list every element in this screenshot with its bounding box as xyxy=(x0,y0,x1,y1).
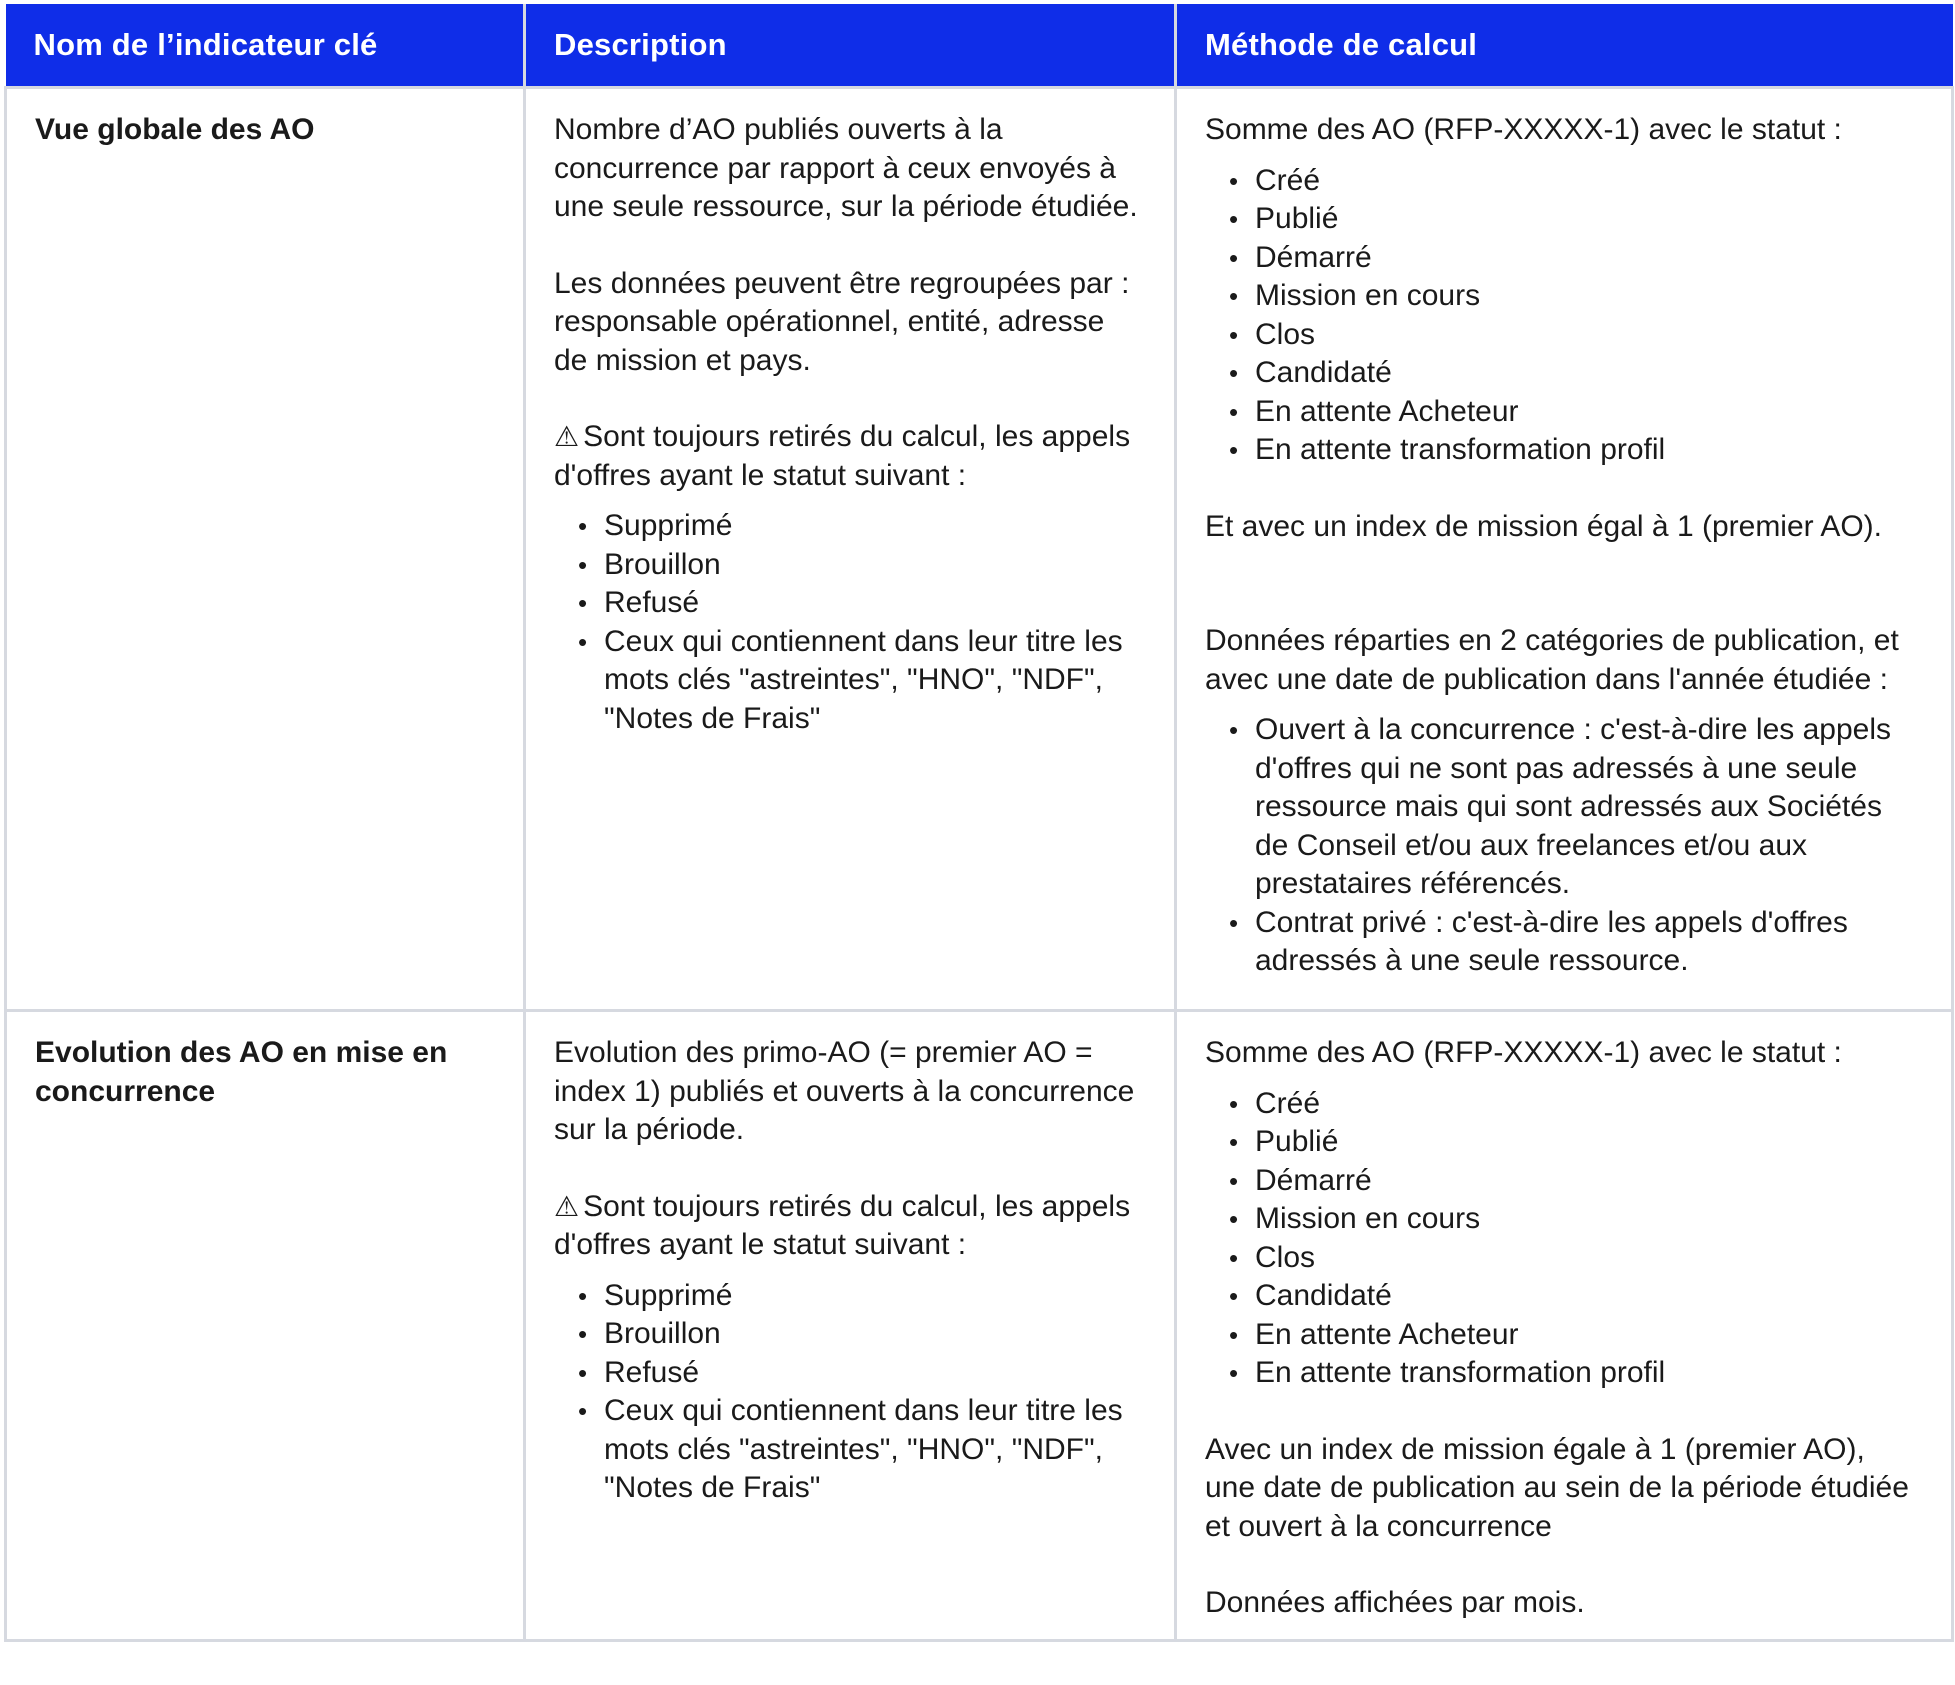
warning-icon: ⚠ xyxy=(554,421,580,452)
header-indicator-name: Nom de l’indicateur clé xyxy=(6,4,525,88)
method-intro: Somme des AO (RFP-XXXXX-1) avec le statut : xyxy=(1205,1036,1842,1069)
list-item: • En attente transformation profil xyxy=(1229,1354,1923,1393)
description-paragraph: Nombre d’AO publiés ouverts à la concurrence par rapport à ceux envoyés à une seule ressource, sur la période étudiée. xyxy=(554,113,1138,223)
list-item: • En attente transformation profil xyxy=(1229,431,1923,470)
method-paragraph: Avec un index de mission égale à 1 (premier AO), une date de publication au sein de la période étudiée et ouvert à la concurrence xyxy=(1205,1432,1909,1543)
list-item: • Brouillon xyxy=(578,1315,1146,1354)
list-item: • Démarré xyxy=(1229,239,1923,278)
method-cell xyxy=(1176,1011,1953,1641)
header-calculation-method: Méthode de calcul xyxy=(1176,4,1953,88)
header-description: Description xyxy=(525,4,1176,88)
list-item: • Mission en cours xyxy=(1229,277,1923,316)
table-header xyxy=(6,4,1953,88)
warning-icon: ⚠ xyxy=(554,1190,580,1222)
warning-text: Sont toujours retirés du calcul, les appels d'offres ayant le statut suivant : xyxy=(554,420,1131,492)
list-item: • Créé xyxy=(1229,1085,1923,1124)
table-row xyxy=(6,1011,1953,1641)
list-item: • Ceux qui contiennent dans leur titre les mots clés "astreintes", "HNO", "NDF", "Notes de Frais" xyxy=(578,1392,1146,1508)
list-item: • Mission en cours xyxy=(1229,1200,1923,1239)
indicator-name-cell xyxy=(6,88,525,1011)
list-item: • Publié xyxy=(1229,1123,1923,1162)
status-list xyxy=(1205,162,1923,470)
method-paragraph: Données réparties en 2 catégories de publication, et avec une date de publication dans l'année étudiée : xyxy=(1205,624,1899,696)
method-intro: Somme des AO (RFP-XXXXX-1) avec le statut : xyxy=(1205,113,1842,146)
description-paragraph: Les données peuvent être regroupées par : responsable opérationnel, entité, adresse de mission et pays. xyxy=(554,266,1130,377)
list-item: • Démarré xyxy=(1229,1162,1923,1201)
list-item: • Supprimé xyxy=(578,1277,1146,1316)
list-item: • Brouillon xyxy=(578,546,1146,585)
indicator-name: Evolution des AO en mise en concurrence xyxy=(35,1036,448,1108)
list-item: • Refusé xyxy=(578,1354,1146,1393)
description-cell xyxy=(525,1011,1176,1641)
indicator-name: Vue globale des AO xyxy=(35,113,315,146)
description-paragraph: Evolution des primo-AO (= premier AO = index 1) publiés et ouverts à la concurrence sur la période. xyxy=(554,1036,1135,1146)
header-row xyxy=(6,4,1953,88)
list-item: • Candidaté xyxy=(1229,354,1923,393)
table-row xyxy=(6,88,1953,1011)
warning-note xyxy=(554,1188,1146,1265)
status-list xyxy=(1205,1085,1923,1393)
kpi-table xyxy=(4,4,1954,1642)
list-item: • Clos xyxy=(1229,1239,1923,1278)
description-cell xyxy=(525,88,1176,1011)
excluded-status-list xyxy=(554,1277,1146,1508)
list-item: • Ceux qui contiennent dans leur titre les mots clés "astreintes", "HNO", "NDF", "Notes de Frais" xyxy=(578,623,1146,739)
list-item: • En attente Acheteur xyxy=(1229,1316,1923,1355)
list-item: • Ouvert à la concurrence : c'est-à-dire les appels d'offres qui ne sont pas adressés à une seule ressource mais qui sont adressés aux Sociétés de Conseil et/ou aux freelances et/ou aux prestataires référencés. xyxy=(1229,711,1923,904)
list-item: • Candidaté xyxy=(1229,1277,1923,1316)
list-item: • Supprimé xyxy=(578,507,1146,546)
warning-note xyxy=(554,418,1146,495)
excluded-status-list xyxy=(554,507,1146,738)
list-item: • Clos xyxy=(1229,316,1923,355)
indicator-name-cell xyxy=(6,1011,525,1641)
category-list xyxy=(1205,711,1923,981)
list-item: • Refusé xyxy=(578,584,1146,623)
method-paragraph: Données affichées par mois. xyxy=(1205,1586,1585,1619)
method-paragraph: Et avec un index de mission égal à 1 (premier AO). xyxy=(1205,509,1882,543)
list-item: • Contrat privé : c'est-à-dire les appels d'offres adressés à une seule ressource. xyxy=(1229,904,1923,981)
method-cell xyxy=(1176,88,1953,1011)
list-item: • En attente Acheteur xyxy=(1229,393,1923,432)
list-item: • Créé xyxy=(1229,162,1923,201)
warning-text: Sont toujours retirés du calcul, les appels d'offres ayant le statut suivant : xyxy=(554,1189,1131,1261)
list-item: • Publié xyxy=(1229,200,1923,239)
